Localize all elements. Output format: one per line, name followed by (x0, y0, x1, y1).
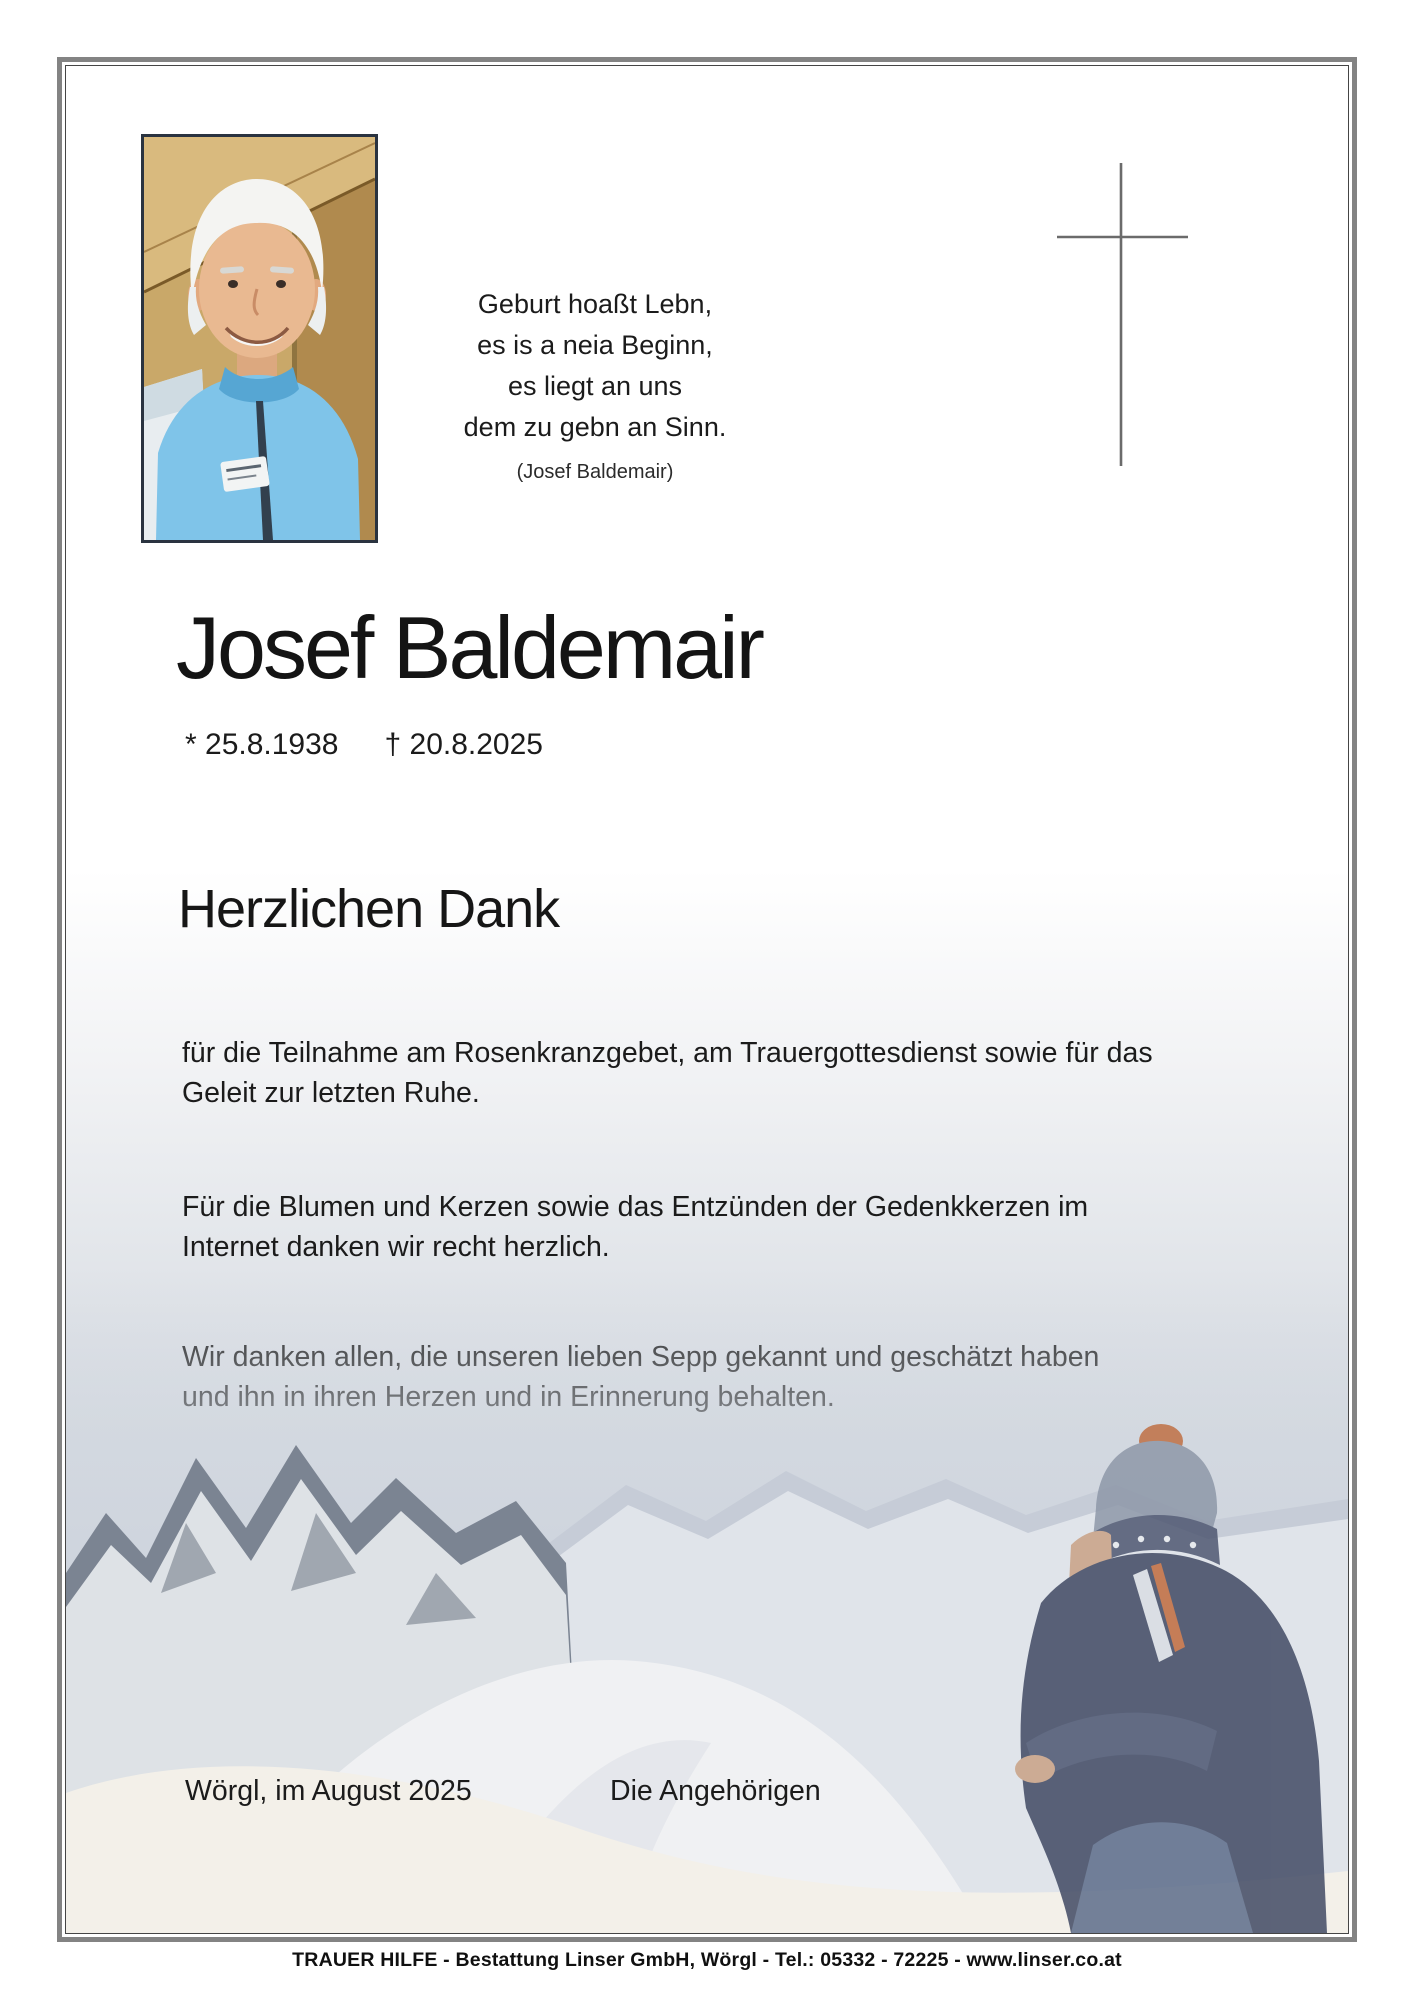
portrait-photo-graphic (144, 137, 375, 540)
life-dates (185, 728, 543, 762)
thanks-heading: Herzlichen Dank (178, 879, 560, 939)
paragraph-line: Internet danken wir recht herzlich. (182, 1231, 610, 1263)
poem-line: es is a neia Beginn, (477, 330, 713, 360)
funeral-home-footer: TRAUER HILFE - Bestattung Linser GmbH, Wörgl - Tel.: 05332 - 72225 - www.linser.co.at (292, 1949, 1122, 1971)
signature: Die Angehörigen (610, 1775, 821, 1807)
place-and-date: Wörgl, im August 2025 (185, 1775, 472, 1807)
summit-photo-graphic (66, 1273, 1348, 1933)
outer-frame (57, 57, 1357, 1942)
thanks-paragraph (182, 1187, 1272, 1267)
poem-line: es liegt an uns (507, 371, 683, 401)
deceased-name: Josef Baldemair (176, 598, 762, 697)
summit-photo (66, 1273, 1348, 1933)
closing-line (66, 1775, 1348, 1815)
paragraph-line: für die Teilnahme am Rosenkranzgebet, am Trauergottesdienst sowie für das (182, 1037, 1153, 1069)
memorial-cross-icon (1051, 161, 1191, 471)
paragraph-line: Geleit zur letzten Ruhe. (182, 1077, 480, 1109)
death-date: † 20.8.2025 (384, 728, 543, 761)
poem-line: Geburt hoaßt Lebn, (477, 289, 713, 319)
paragraph-line: Für die Blumen und Kerzen sowie das Entzünden der Gedenkkerzen im (182, 1191, 1089, 1223)
poem-attribution: (Josef Baldemair) (516, 461, 674, 483)
poem (355, 284, 835, 484)
portrait-photo (141, 134, 378, 543)
thanks-paragraph (182, 1033, 1272, 1113)
inner-frame (65, 65, 1349, 1934)
birth-date: * 25.8.1938 (185, 728, 339, 761)
poem-line: dem zu gebn an Sinn. (463, 412, 727, 442)
